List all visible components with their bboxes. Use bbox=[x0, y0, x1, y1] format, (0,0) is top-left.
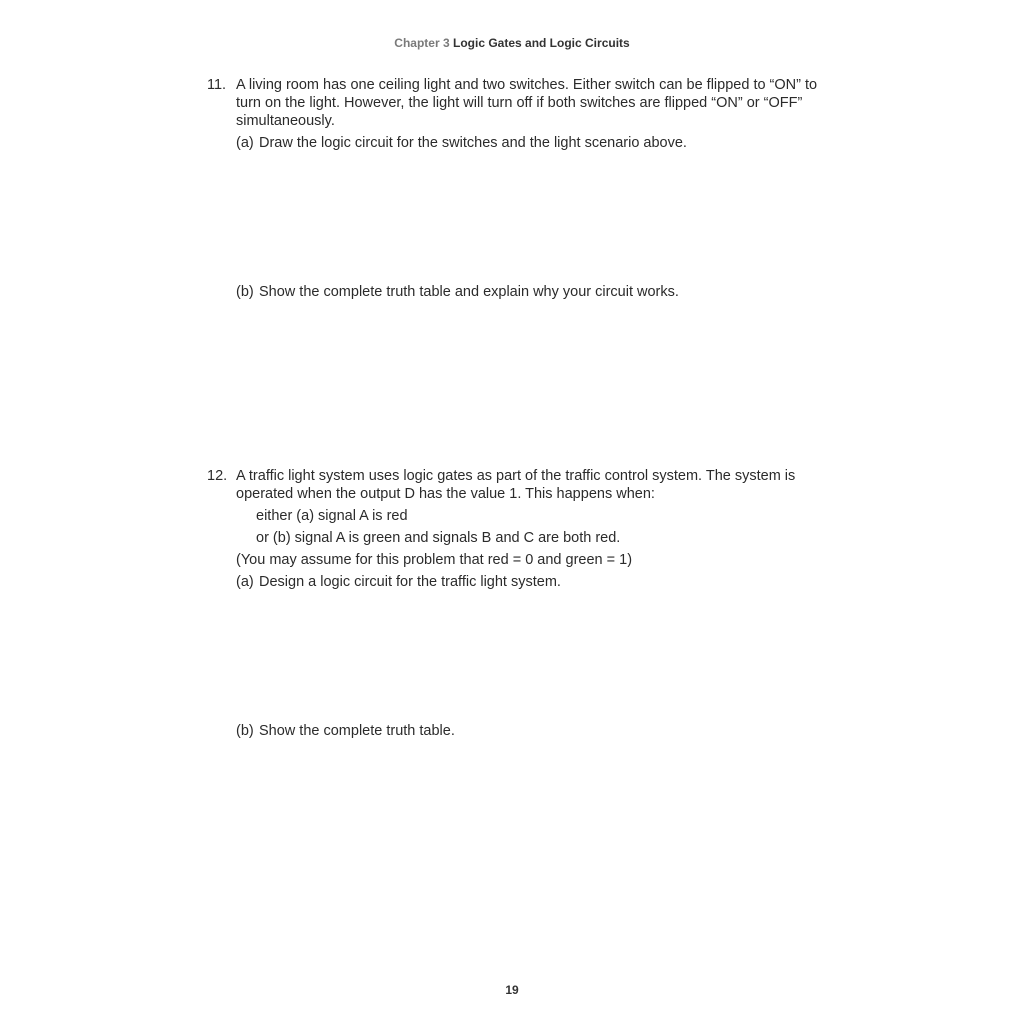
question-12-part-a-text: Design a logic circuit for the traffic light system. bbox=[259, 574, 561, 590]
question-12 bbox=[207, 467, 827, 503]
question-11-text: A living room has one ceiling light and two switches. Either switch can be flipped to “ON” to turn on the light. However, the light will turn off if both switches are flipped “ON” or “OFF” simultaneously. bbox=[236, 77, 818, 129]
page-number: 19 bbox=[505, 983, 519, 997]
chapter-title: Logic Gates and Logic Circuits bbox=[453, 36, 630, 50]
question-12-condition-b: or (b) signal A is green and signals B and C are both red. bbox=[256, 530, 621, 546]
question-12-part-b-text: Show the complete truth table. bbox=[259, 723, 455, 739]
question-12-part-b-tag: (b) bbox=[236, 723, 254, 739]
question-11-part-a-text: Draw the logic circuit for the switches and the light scenario above. bbox=[259, 135, 687, 151]
chapter-label: Chapter 3 bbox=[394, 36, 450, 50]
question-11-part-a bbox=[236, 134, 687, 152]
question-11 bbox=[207, 76, 827, 130]
question-11-part-b-tag: (b) bbox=[236, 284, 254, 300]
question-12-part-a bbox=[236, 573, 561, 591]
question-12-condition-a: either (a) signal A is red bbox=[256, 508, 408, 524]
question-11-part-a-tag: (a) bbox=[236, 135, 254, 151]
question-12-text: A traffic light system uses logic gates as part of the traffic control system. The system is operated when the output D has the value 1. This happens when: bbox=[236, 468, 796, 502]
running-header bbox=[0, 36, 1024, 50]
question-11-number: 11. bbox=[207, 77, 227, 93]
question-11-part-b bbox=[236, 283, 679, 301]
question-12-number: 12. bbox=[207, 468, 228, 484]
question-12-part-a-tag: (a) bbox=[236, 574, 254, 590]
question-12-assumption: (You may assume for this problem that red = 0 and green = 1) bbox=[236, 552, 633, 568]
question-12-part-b bbox=[236, 722, 455, 740]
question-11-part-b-text: Show the complete truth table and explain why your circuit works. bbox=[259, 284, 679, 300]
